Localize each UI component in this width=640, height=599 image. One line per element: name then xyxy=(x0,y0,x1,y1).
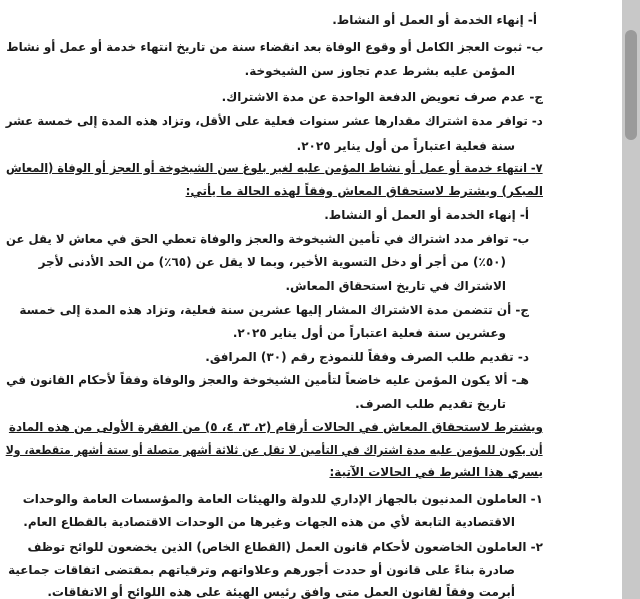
doc-line: صادرة بناءً على قانون أو حددت أجورهم وعلاواتهم وترقياتهم بمقتضى اتفاقات جماعية xyxy=(8,563,515,577)
doc-line: الاشتراك في تاريخ استحقاق المعاش. xyxy=(285,279,506,293)
doc-line: د- توافر مدة اشتراك مقدارها عشر سنوات فعلية على الأقل، وتزاد هذه المدة إلى خمسة عشر xyxy=(5,114,543,128)
doc-line: ب- توافر مدد اشتراك في تأمين الشيخوخة والعجز والوفاة تعطي الحق في معاش لا يقل عن xyxy=(5,232,529,246)
doc-line: أ- إنهاء الخدمة أو العمل أو النشاط. xyxy=(332,13,537,27)
doc-line: تاريخ تقديم طلب الصرف. xyxy=(355,397,506,411)
vertical-scrollbar[interactable] xyxy=(622,0,640,599)
doc-line: المؤمن عليه بشرط عدم تجاوز سن الشيخوخة. xyxy=(244,64,515,78)
doc-line-heading: ٧- انتهاء خدمة أو عمل أو نشاط المؤمن عليه لغير بلوغ سن الشيخوخة أو العجز أو الوفاة (المعاش xyxy=(6,161,543,175)
doc-line-heading: يسري هذا الشرط في الحالات الآتية: xyxy=(329,465,543,479)
doc-line: ب- ثبوت العجز الكامل أو وقوع الوفاة بعد انقضاء سنة من تاريخ انتهاء خدمة أو عمل أو نشاط xyxy=(5,40,543,54)
doc-line: أ- إنهاء الخدمة أو العمل أو النشاط. xyxy=(324,208,529,222)
doc-line: (٥٠٪) من أجر أو دخل التسوية الأخير، وبما لا يقل عن (٦٥٪) من الحد الأدنى لأجر xyxy=(38,255,506,269)
doc-line-heading: أن يكون للمؤمن عليه مدة اشتراك في التأمين لا تقل عن ثلاثة أشهر متصلة أو ستة أشهر متقطعة، ولا xyxy=(6,443,543,457)
doc-line: ٢- العاملون الخاضعون لأحكام قانون العمل (القطاع الخاص) الذين يخضعون للوائح توظف xyxy=(27,540,543,554)
doc-line: ج- أن تتضمن مدة الاشتراك المشار إليها عشرين سنة فعلية، وتزاد هذه المدة إلى خمسة xyxy=(19,303,529,317)
doc-line: د- تقديم طلب الصرف وفقاً للنموذج رقم (٣٠) المرافق. xyxy=(205,350,529,364)
doc-line: أبرمت وفقاً لقانون العمل متى وافق رئيس الهيئة على هذه اللوائح أو الاتفاقات. xyxy=(47,585,515,599)
doc-line: هـ- ألا يكون المؤمن عليه خاضعاً لتأمين الشيخوخة والعجز والوفاة وفقاً لأحكام القانون في xyxy=(6,373,529,387)
doc-line-heading: ويشترط لاستحقاق المعاش في الحالات أرقام (٢، ٣، ٤، ٥) من الفقرة الأولى من هذه المادة xyxy=(8,420,543,434)
doc-line: ١- العاملون المدنيون بالجهاز الإداري للدولة والهيئات العامة والمؤسسات العامة والوحدات xyxy=(22,492,543,506)
doc-line: وعشرين سنة فعلية اعتباراً من أول يناير ٢٠٢٥. xyxy=(232,326,506,340)
scrollbar-thumb[interactable] xyxy=(625,30,637,140)
doc-line: سنة فعلية اعتباراً من أول يناير ٢٠٢٥. xyxy=(296,139,515,153)
doc-line-heading: المبكر) ويشترط لاستحقاق المعاش وفقاً لهذه الحالة ما يأتي: xyxy=(185,184,543,198)
doc-line: ج- عدم صرف تعويض الدفعة الواحدة عن مدة الاشتراك. xyxy=(221,90,543,104)
doc-line: الاقتصادية التابعة لأي من هذه الجهات وغيرها من الوحدات الاقتصادية بالقطاع العام. xyxy=(23,515,515,529)
